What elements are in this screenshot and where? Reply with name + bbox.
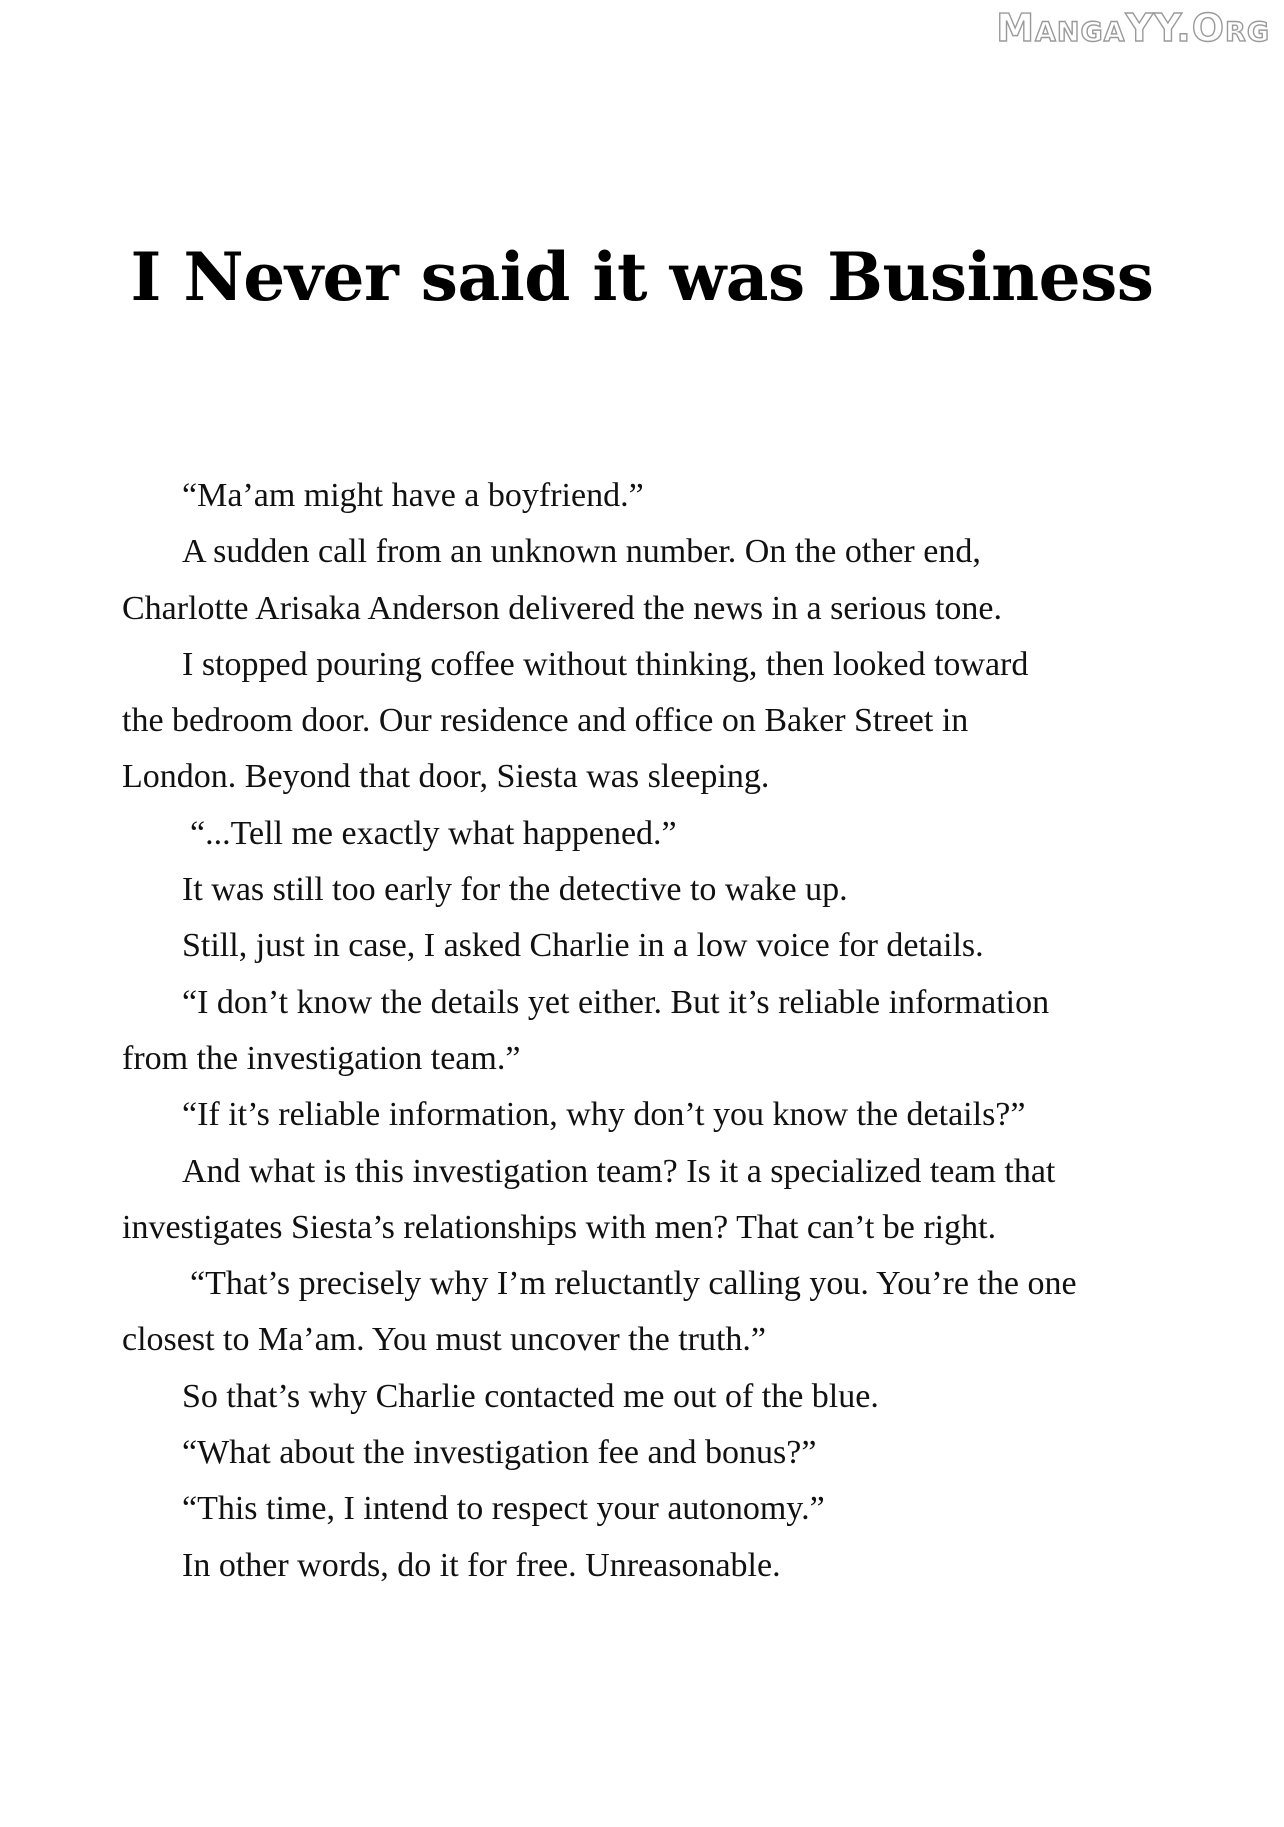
paragraph-line: In other words, do it for free. Unreasonable. <box>182 1546 781 1584</box>
paragraph-line: closest to Ma’am. You must uncover the truth.” <box>122 1321 767 1359</box>
paragraph-line: “Ma’am might have a boyfriend.” <box>182 477 644 514</box>
paragraph-line: “This time, I intend to respect your autonomy.” <box>182 1490 825 1528</box>
chapter-body <box>122 468 1172 1594</box>
paragraph-line: A sudden call from an unknown number. On the other end, <box>182 533 981 571</box>
paragraph-line: “That’s precisely why I’m reluctantly calling you. You’re the one <box>190 1265 1077 1303</box>
paragraph-line: So that’s why Charlie contacted me out of the blue. <box>182 1377 879 1415</box>
paragraph-line: “If it’s reliable information, why don’t you know the details?” <box>182 1096 1026 1134</box>
chapter-title: I Never said it was Business <box>130 238 1154 316</box>
paragraph-line: from the investigation team.” <box>122 1039 521 1077</box>
paragraph-line: And what is this investigation team? Is it a specialized team that <box>182 1152 1056 1190</box>
paragraph-line: “What about the investigation fee and bonus?” <box>182 1434 817 1472</box>
paragraph-line: Charlotte Arisaka Anderson delivered the news in a serious tone. <box>122 589 1002 627</box>
paragraph-line: “I don’t know the details yet either. But it’s reliable information <box>182 983 1050 1021</box>
paragraph-line: London. Beyond that door, Siesta was sleeping. <box>122 758 770 796</box>
paragraph-line: I stopped pouring coffee without thinking, then looked toward <box>182 645 1029 683</box>
paragraph-line: Still, just in case, I asked Charlie in a low voice for details. <box>182 927 984 965</box>
paragraph-line: investigates Siesta’s relationships with men? That can’t be right. <box>122 1208 997 1246</box>
paragraph-line: “...Tell me exactly what happened.” <box>190 814 677 852</box>
paragraph-line: It was still too early for the detective to wake up. <box>182 871 848 909</box>
paragraph-line: the bedroom door. Our residence and office on Baker Street in <box>122 702 969 740</box>
watermark-logo: MangaYY.Org <box>996 6 1270 50</box>
